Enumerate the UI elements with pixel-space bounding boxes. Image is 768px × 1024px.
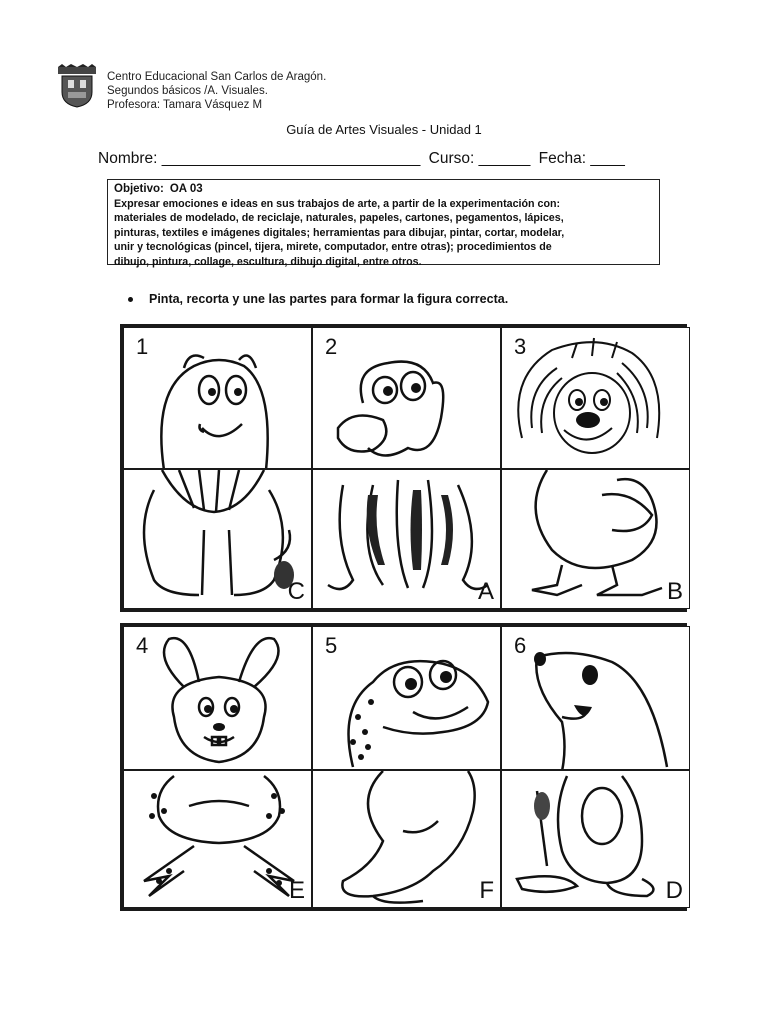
objective-line: materiales de modelado, de reciclaje, naturales, papeles, cartones, pegamentos, lápices, — [114, 212, 564, 225]
objective-code: OA 03 — [169, 183, 203, 195]
school-crest-logo — [54, 64, 100, 108]
fecha-field[interactable]: Fecha: ____ — [538, 150, 625, 167]
cell-number: 5 — [325, 633, 338, 658]
seal-head-drawing — [502, 627, 690, 770]
cell-letter: B — [666, 578, 683, 605]
cell-number: 2 — [325, 334, 338, 359]
body-cell-d[interactable] — [501, 770, 690, 908]
puzzle-grid-1 — [120, 324, 687, 612]
page-title: Guía de Artes Visuales - Unidad 1 — [286, 122, 482, 137]
objective-heading — [114, 182, 653, 197]
cell-number: 3 — [514, 334, 527, 359]
cell-letter: E — [288, 877, 305, 904]
rabbit-head-drawing — [124, 627, 312, 770]
head-cell-5[interactable] — [312, 626, 501, 770]
instruction — [128, 292, 508, 306]
student-fields — [98, 150, 629, 168]
objective-label: Objetivo: — [114, 183, 164, 195]
frog-head-drawing — [313, 627, 501, 770]
objective-line: Expresar emociones e ideas en sus trabajos de arte, a partir de la experimentación con: — [114, 197, 561, 210]
lion-body-drawing — [124, 470, 312, 609]
body-cell-f[interactable] — [312, 770, 501, 908]
octopus-body-drawing — [313, 470, 501, 609]
head-cell-6[interactable] — [501, 626, 690, 770]
head-cell-3[interactable] — [501, 327, 690, 469]
cell-number: 6 — [514, 633, 527, 658]
course-line: Segundos básicos /A. Visuales. — [107, 85, 268, 97]
nombre-field[interactable]: Nombre: ______________________________ — [98, 150, 421, 167]
cell-number: 1 — [136, 334, 149, 359]
duck-head-drawing — [313, 328, 501, 469]
seal-body-drawing — [313, 771, 501, 908]
bullet-icon — [128, 297, 133, 302]
rabbit-body-drawing — [502, 771, 690, 908]
teacher-line: Profesora: Tamara Vásquez M — [107, 99, 263, 111]
objective-line: unir y tecnológicas (pincel, tijera, mirete, computador, entre otras); procedimientos de — [114, 241, 552, 254]
body-cell-c[interactable] — [123, 469, 312, 609]
frog-body-drawing — [124, 771, 312, 908]
objective-line: dibujo, pintura, collage, escultura, dibujo digital, entre otros. — [114, 255, 422, 268]
objective-box — [107, 179, 660, 268]
cell-letter: A — [477, 578, 494, 605]
head-cell-1[interactable] — [123, 327, 312, 469]
body-cell-a[interactable] — [312, 469, 501, 609]
head-cell-4[interactable] — [123, 626, 312, 770]
school-name: Centro Educacional San Carlos de Aragón. — [107, 71, 327, 83]
maned-lion-head-drawing — [502, 328, 690, 469]
duck-body-drawing — [502, 470, 690, 609]
body-cell-e[interactable] — [123, 770, 312, 908]
body-cell-b[interactable] — [501, 469, 690, 609]
instruction-text: Pinta, recorta y une las partes para formar la figura correcta. — [149, 292, 509, 306]
cell-letter: F — [479, 877, 494, 904]
cell-letter: D — [665, 877, 683, 904]
objective-line: pinturas, textiles e imágenes digitales; herramientas para dibujar, pintar, cortar, modelar, — [114, 226, 565, 239]
school-header — [107, 70, 326, 112]
curso-field[interactable]: Curso: ______ — [428, 150, 531, 167]
puzzle-grid-2 — [120, 623, 687, 911]
lion-cub-head-drawing — [124, 328, 312, 469]
cell-number: 4 — [136, 633, 149, 658]
cell-letter: C — [287, 578, 305, 605]
head-cell-2[interactable] — [312, 327, 501, 469]
